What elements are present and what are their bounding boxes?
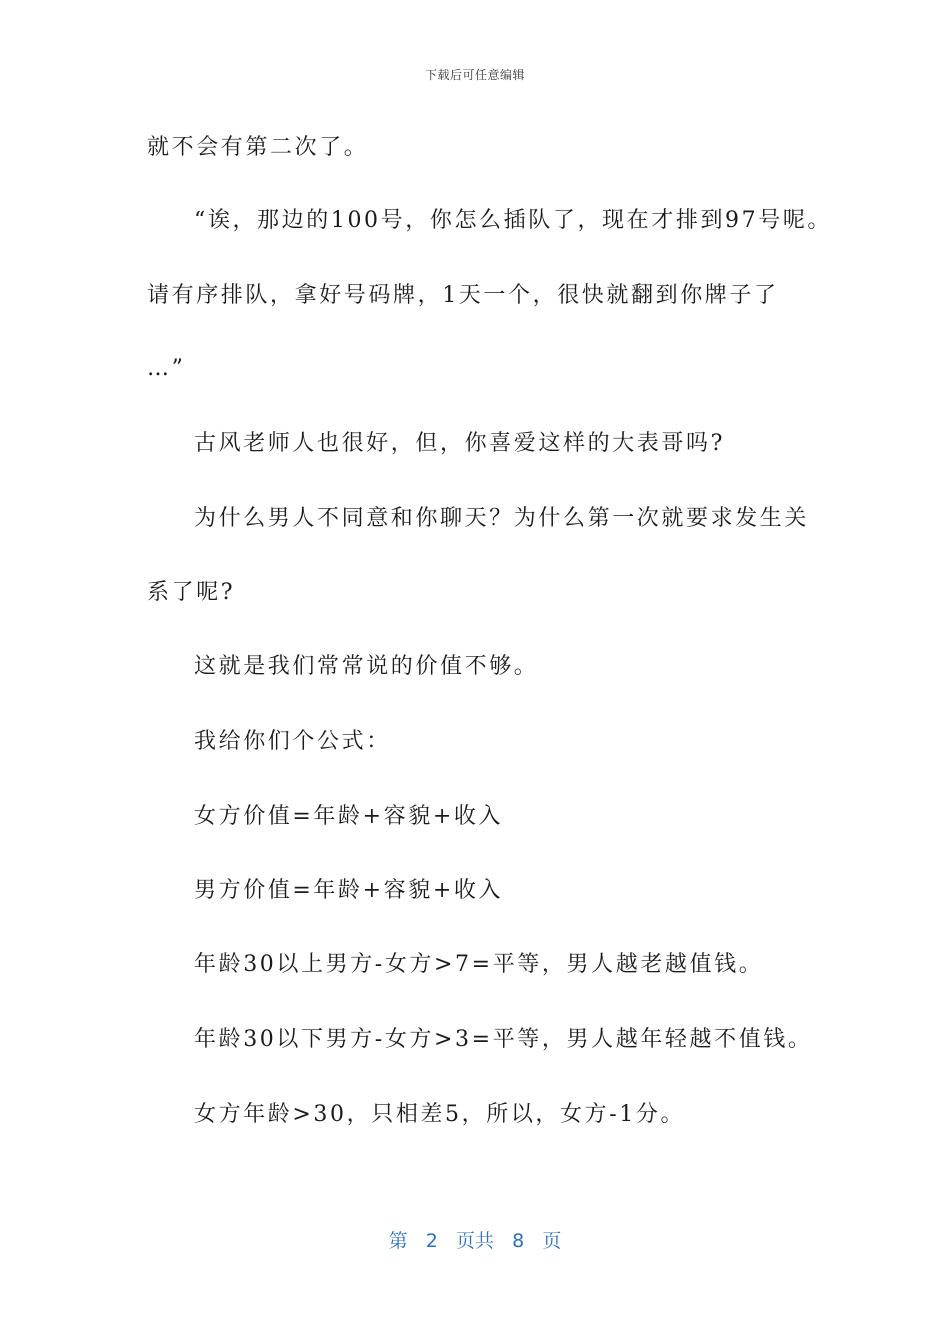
page-footer bbox=[0, 1226, 950, 1253]
formula-line: 年龄30以下男方-女方>3=平等，男人越年轻越不值钱。 bbox=[194, 1027, 813, 1052]
page-number: 2 bbox=[425, 1230, 438, 1252]
paragraph-line: …” bbox=[147, 356, 186, 381]
paragraph-line: 我给你们个公式： bbox=[194, 729, 391, 754]
paragraph-line: 这就是我们常常说的价值不够。 bbox=[194, 654, 539, 679]
paragraph-line: 系了呢? bbox=[147, 580, 236, 605]
paragraph-line: 为什么男人不同意和你聊天？为什么第一次就要求发生关 bbox=[194, 506, 810, 531]
paragraph-line: “诶，那边的100号，你怎么插队了，现在才排到97号呢。 bbox=[194, 208, 833, 233]
page-mid: 页共 bbox=[455, 1230, 494, 1252]
page-prefix: 第 bbox=[388, 1230, 408, 1252]
paragraph-line: 古风老师人也很好，但，你喜爱这样的大表哥吗? bbox=[194, 431, 725, 456]
formula-line: 女方价值=年龄+容貌+收入 bbox=[194, 804, 504, 829]
paragraph-line: 请有序排队，拿好号码牌，1天一个，很快就翻到你牌子了 bbox=[147, 283, 779, 308]
page-header-note: 下载后可任意编辑 bbox=[424, 68, 525, 82]
formula-line: 男方价值=年龄+容貌+收入 bbox=[194, 878, 504, 903]
paragraph-line: 就不会有第二次了。 bbox=[147, 135, 369, 160]
formula-line: 年龄30以上男方-女方>7=平等，男人越老越值钱。 bbox=[194, 952, 764, 977]
formula-line: 女方年龄>30，只相差5，所以，女方-1分。 bbox=[194, 1102, 686, 1127]
page-total: 8 bbox=[512, 1230, 525, 1252]
page-suffix: 页 bbox=[542, 1230, 562, 1252]
